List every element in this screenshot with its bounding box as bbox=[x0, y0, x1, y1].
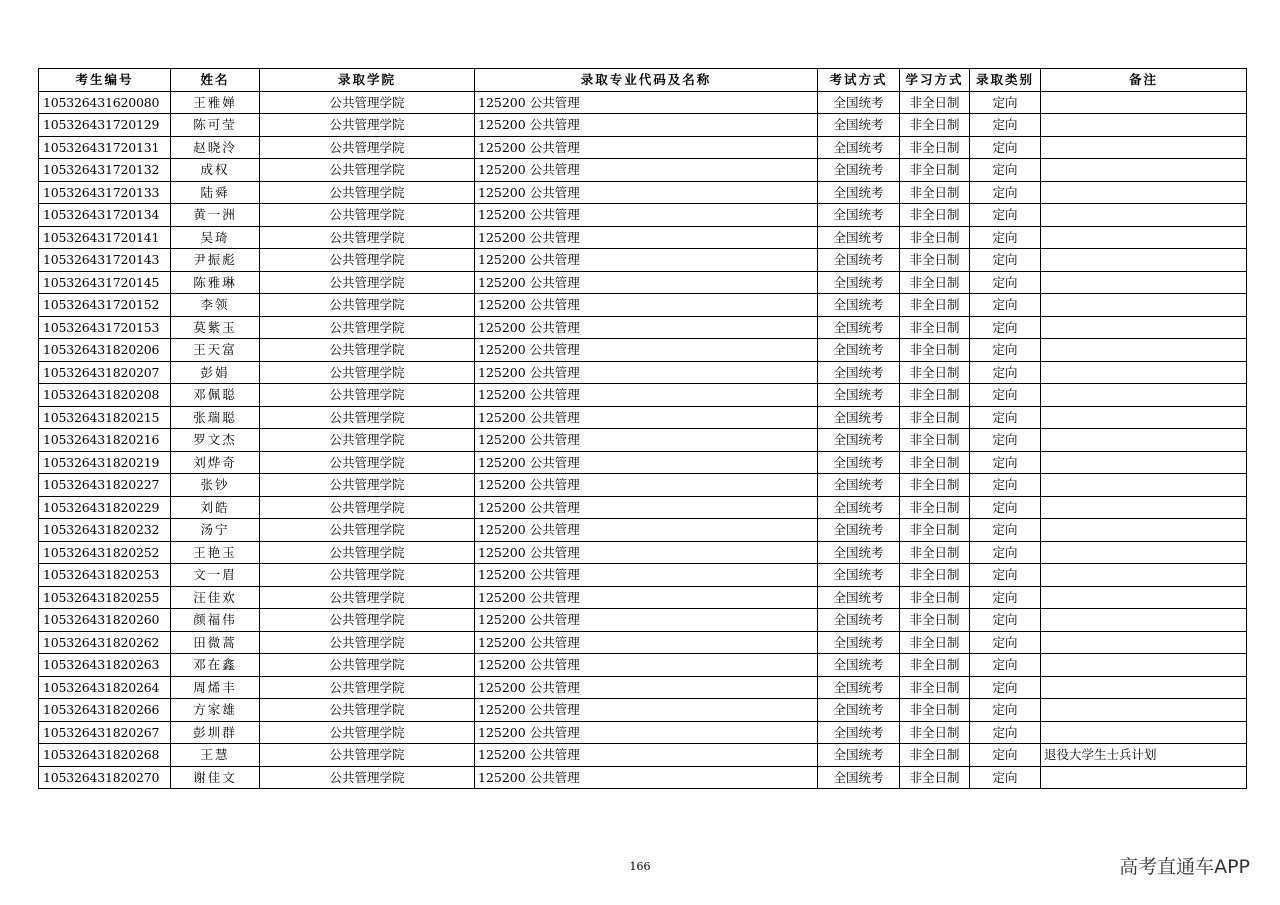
admission-type-cell: 定向 bbox=[970, 339, 1041, 362]
table-row bbox=[39, 91, 1247, 114]
college-cell: 公共管理学院 bbox=[260, 406, 475, 429]
name-cell: 莫紫玉 bbox=[171, 316, 260, 339]
table-row bbox=[39, 631, 1247, 654]
major-cell: 125200 公共管理 bbox=[475, 766, 818, 789]
table-row bbox=[39, 181, 1247, 204]
exam-method-cell: 全国统考 bbox=[818, 294, 900, 317]
table-row bbox=[39, 226, 1247, 249]
name-cell: 周烯丰 bbox=[171, 676, 260, 699]
admission-type-cell: 定向 bbox=[970, 204, 1041, 227]
header-study-mode: 学习方式 bbox=[900, 69, 970, 92]
admission-type-cell: 定向 bbox=[970, 136, 1041, 159]
table-row bbox=[39, 451, 1247, 474]
admission-type-cell: 定向 bbox=[970, 564, 1041, 587]
candidate-id-cell: 105326431720152 bbox=[39, 294, 171, 317]
study-mode-cell: 非全日制 bbox=[900, 564, 970, 587]
exam-method-cell: 全国统考 bbox=[818, 721, 900, 744]
exam-method-cell: 全国统考 bbox=[818, 181, 900, 204]
study-mode-cell: 非全日制 bbox=[900, 384, 970, 407]
remarks-cell bbox=[1041, 519, 1247, 542]
study-mode-cell: 非全日制 bbox=[900, 474, 970, 497]
study-mode-cell: 非全日制 bbox=[900, 249, 970, 272]
admission-type-cell: 定向 bbox=[970, 249, 1041, 272]
study-mode-cell: 非全日制 bbox=[900, 721, 970, 744]
remarks-cell bbox=[1041, 159, 1247, 182]
candidate-id-cell: 105326431820227 bbox=[39, 474, 171, 497]
admission-type-cell: 定向 bbox=[970, 609, 1041, 632]
name-cell: 赵晓泠 bbox=[171, 136, 260, 159]
exam-method-cell: 全国统考 bbox=[818, 451, 900, 474]
table-row bbox=[39, 406, 1247, 429]
major-cell: 125200 公共管理 bbox=[475, 294, 818, 317]
exam-method-cell: 全国统考 bbox=[818, 474, 900, 497]
candidate-id-cell: 105326431820262 bbox=[39, 631, 171, 654]
college-cell: 公共管理学院 bbox=[260, 586, 475, 609]
major-cell: 125200 公共管理 bbox=[475, 204, 818, 227]
candidate-id-cell: 105326431720129 bbox=[39, 114, 171, 137]
candidate-id-cell: 105326431720141 bbox=[39, 226, 171, 249]
candidate-id-cell: 105326431720153 bbox=[39, 316, 171, 339]
college-cell: 公共管理学院 bbox=[260, 721, 475, 744]
major-cell: 125200 公共管理 bbox=[475, 91, 818, 114]
name-cell: 王雅婵 bbox=[171, 91, 260, 114]
exam-method-cell: 全国统考 bbox=[818, 91, 900, 114]
admission-type-cell: 定向 bbox=[970, 474, 1041, 497]
admission-type-cell: 定向 bbox=[970, 586, 1041, 609]
table-row bbox=[39, 316, 1247, 339]
header-name: 姓名 bbox=[171, 69, 260, 92]
header-row bbox=[39, 69, 1247, 92]
study-mode-cell: 非全日制 bbox=[900, 114, 970, 137]
admission-type-cell: 定向 bbox=[970, 226, 1041, 249]
candidate-id-cell: 105326431820267 bbox=[39, 721, 171, 744]
remarks-cell bbox=[1041, 204, 1247, 227]
name-cell: 陈可莹 bbox=[171, 114, 260, 137]
college-cell: 公共管理学院 bbox=[260, 159, 475, 182]
remarks-cell bbox=[1041, 451, 1247, 474]
major-cell: 125200 公共管理 bbox=[475, 114, 818, 137]
table-row bbox=[39, 676, 1247, 699]
candidate-id-cell: 105326431820207 bbox=[39, 361, 171, 384]
name-cell: 方家雄 bbox=[171, 699, 260, 722]
name-cell: 邓在鑫 bbox=[171, 654, 260, 677]
remarks-cell bbox=[1041, 429, 1247, 452]
study-mode-cell: 非全日制 bbox=[900, 496, 970, 519]
major-cell: 125200 公共管理 bbox=[475, 699, 818, 722]
admission-type-cell: 定向 bbox=[970, 519, 1041, 542]
name-cell: 尹振彪 bbox=[171, 249, 260, 272]
study-mode-cell: 非全日制 bbox=[900, 91, 970, 114]
study-mode-cell: 非全日制 bbox=[900, 541, 970, 564]
exam-method-cell: 全国统考 bbox=[818, 339, 900, 362]
major-cell: 125200 公共管理 bbox=[475, 316, 818, 339]
exam-method-cell: 全国统考 bbox=[818, 766, 900, 789]
study-mode-cell: 非全日制 bbox=[900, 654, 970, 677]
table-row bbox=[39, 339, 1247, 362]
remarks-cell bbox=[1041, 294, 1247, 317]
major-cell: 125200 公共管理 bbox=[475, 429, 818, 452]
study-mode-cell: 非全日制 bbox=[900, 181, 970, 204]
exam-method-cell: 全国统考 bbox=[818, 226, 900, 249]
candidate-id-cell: 105326431820216 bbox=[39, 429, 171, 452]
table-row bbox=[39, 136, 1247, 159]
college-cell: 公共管理学院 bbox=[260, 519, 475, 542]
remarks-cell bbox=[1041, 114, 1247, 137]
remarks-cell bbox=[1041, 699, 1247, 722]
admission-type-cell: 定向 bbox=[970, 699, 1041, 722]
college-cell: 公共管理学院 bbox=[260, 339, 475, 362]
exam-method-cell: 全国统考 bbox=[818, 136, 900, 159]
study-mode-cell: 非全日制 bbox=[900, 631, 970, 654]
college-cell: 公共管理学院 bbox=[260, 181, 475, 204]
admission-type-cell: 定向 bbox=[970, 676, 1041, 699]
remarks-cell bbox=[1041, 721, 1247, 744]
name-cell: 刘烨奇 bbox=[171, 451, 260, 474]
candidate-id-cell: 105326431820255 bbox=[39, 586, 171, 609]
college-cell: 公共管理学院 bbox=[260, 316, 475, 339]
major-cell: 125200 公共管理 bbox=[475, 721, 818, 744]
exam-method-cell: 全国统考 bbox=[818, 564, 900, 587]
admission-type-cell: 定向 bbox=[970, 451, 1041, 474]
college-cell: 公共管理学院 bbox=[260, 676, 475, 699]
remarks-cell bbox=[1041, 271, 1247, 294]
exam-method-cell: 全国统考 bbox=[818, 361, 900, 384]
candidate-id-cell: 105326431820263 bbox=[39, 654, 171, 677]
remarks-cell bbox=[1041, 249, 1247, 272]
table-row bbox=[39, 384, 1247, 407]
admission-type-cell: 定向 bbox=[970, 766, 1041, 789]
major-cell: 125200 公共管理 bbox=[475, 496, 818, 519]
name-cell: 颜福伟 bbox=[171, 609, 260, 632]
table-row bbox=[39, 204, 1247, 227]
name-cell: 汪佳欢 bbox=[171, 586, 260, 609]
admission-type-cell: 定向 bbox=[970, 541, 1041, 564]
admission-table bbox=[38, 68, 1247, 789]
table-row bbox=[39, 496, 1247, 519]
name-cell: 汤宁 bbox=[171, 519, 260, 542]
admission-type-cell: 定向 bbox=[970, 721, 1041, 744]
study-mode-cell: 非全日制 bbox=[900, 271, 970, 294]
table-row bbox=[39, 474, 1247, 497]
remarks-cell bbox=[1041, 474, 1247, 497]
college-cell: 公共管理学院 bbox=[260, 271, 475, 294]
candidate-id-cell: 105326431720131 bbox=[39, 136, 171, 159]
table-row bbox=[39, 564, 1247, 587]
study-mode-cell: 非全日制 bbox=[900, 429, 970, 452]
exam-method-cell: 全国统考 bbox=[818, 271, 900, 294]
admission-type-cell: 定向 bbox=[970, 114, 1041, 137]
remarks-cell: 退役大学生士兵计划 bbox=[1041, 744, 1247, 767]
remarks-cell bbox=[1041, 609, 1247, 632]
candidate-id-cell: 105326431820219 bbox=[39, 451, 171, 474]
major-cell: 125200 公共管理 bbox=[475, 676, 818, 699]
remarks-cell bbox=[1041, 586, 1247, 609]
college-cell: 公共管理学院 bbox=[260, 226, 475, 249]
table-row bbox=[39, 294, 1247, 317]
exam-method-cell: 全国统考 bbox=[818, 631, 900, 654]
major-cell: 125200 公共管理 bbox=[475, 564, 818, 587]
remarks-cell bbox=[1041, 316, 1247, 339]
name-cell: 王天富 bbox=[171, 339, 260, 362]
college-cell: 公共管理学院 bbox=[260, 631, 475, 654]
major-cell: 125200 公共管理 bbox=[475, 541, 818, 564]
major-cell: 125200 公共管理 bbox=[475, 519, 818, 542]
name-cell: 罗文杰 bbox=[171, 429, 260, 452]
study-mode-cell: 非全日制 bbox=[900, 744, 970, 767]
exam-method-cell: 全国统考 bbox=[818, 519, 900, 542]
major-cell: 125200 公共管理 bbox=[475, 744, 818, 767]
exam-method-cell: 全国统考 bbox=[818, 114, 900, 137]
study-mode-cell: 非全日制 bbox=[900, 204, 970, 227]
study-mode-cell: 非全日制 bbox=[900, 316, 970, 339]
candidate-id-cell: 105326431720133 bbox=[39, 181, 171, 204]
remarks-cell bbox=[1041, 361, 1247, 384]
exam-method-cell: 全国统考 bbox=[818, 586, 900, 609]
admission-type-cell: 定向 bbox=[970, 91, 1041, 114]
remarks-cell bbox=[1041, 384, 1247, 407]
table-row bbox=[39, 586, 1247, 609]
study-mode-cell: 非全日制 bbox=[900, 339, 970, 362]
name-cell: 王慧 bbox=[171, 744, 260, 767]
admission-type-cell: 定向 bbox=[970, 181, 1041, 204]
remarks-cell bbox=[1041, 226, 1247, 249]
admission-type-cell: 定向 bbox=[970, 406, 1041, 429]
candidate-id-cell: 105326431820266 bbox=[39, 699, 171, 722]
major-cell: 125200 公共管理 bbox=[475, 249, 818, 272]
header-major: 录取专业代码及名称 bbox=[475, 69, 818, 92]
admission-type-cell: 定向 bbox=[970, 361, 1041, 384]
college-cell: 公共管理学院 bbox=[260, 361, 475, 384]
name-cell: 黄一洲 bbox=[171, 204, 260, 227]
study-mode-cell: 非全日制 bbox=[900, 159, 970, 182]
study-mode-cell: 非全日制 bbox=[900, 406, 970, 429]
admission-type-cell: 定向 bbox=[970, 294, 1041, 317]
candidate-id-cell: 105326431820270 bbox=[39, 766, 171, 789]
candidate-id-cell: 105326431820229 bbox=[39, 496, 171, 519]
major-cell: 125200 公共管理 bbox=[475, 586, 818, 609]
college-cell: 公共管理学院 bbox=[260, 564, 475, 587]
candidate-id-cell: 105326431820206 bbox=[39, 339, 171, 362]
name-cell: 李领 bbox=[171, 294, 260, 317]
study-mode-cell: 非全日制 bbox=[900, 676, 970, 699]
admission-type-cell: 定向 bbox=[970, 744, 1041, 767]
candidate-id-cell: 105326431720143 bbox=[39, 249, 171, 272]
study-mode-cell: 非全日制 bbox=[900, 361, 970, 384]
name-cell: 文一眉 bbox=[171, 564, 260, 587]
exam-method-cell: 全国统考 bbox=[818, 316, 900, 339]
exam-method-cell: 全国统考 bbox=[818, 654, 900, 677]
candidate-id-cell: 105326431720134 bbox=[39, 204, 171, 227]
header-candidate-id: 考生编号 bbox=[39, 69, 171, 92]
study-mode-cell: 非全日制 bbox=[900, 586, 970, 609]
candidate-id-cell: 105326431820252 bbox=[39, 541, 171, 564]
study-mode-cell: 非全日制 bbox=[900, 294, 970, 317]
remarks-cell bbox=[1041, 496, 1247, 519]
major-cell: 125200 公共管理 bbox=[475, 609, 818, 632]
remarks-cell bbox=[1041, 181, 1247, 204]
exam-method-cell: 全国统考 bbox=[818, 676, 900, 699]
exam-method-cell: 全国统考 bbox=[818, 609, 900, 632]
exam-method-cell: 全国统考 bbox=[818, 406, 900, 429]
exam-method-cell: 全国统考 bbox=[818, 744, 900, 767]
name-cell: 张钞 bbox=[171, 474, 260, 497]
remarks-cell bbox=[1041, 654, 1247, 677]
table-row bbox=[39, 654, 1247, 677]
major-cell: 125200 公共管理 bbox=[475, 339, 818, 362]
major-cell: 125200 公共管理 bbox=[475, 136, 818, 159]
table-row bbox=[39, 249, 1247, 272]
candidate-id-cell: 105326431820215 bbox=[39, 406, 171, 429]
admission-type-cell: 定向 bbox=[970, 384, 1041, 407]
candidate-id-cell: 105326431620080 bbox=[39, 91, 171, 114]
college-cell: 公共管理学院 bbox=[260, 294, 475, 317]
name-cell: 邓佩聪 bbox=[171, 384, 260, 407]
name-cell: 陆舜 bbox=[171, 181, 260, 204]
college-cell: 公共管理学院 bbox=[260, 91, 475, 114]
candidate-id-cell: 105326431820268 bbox=[39, 744, 171, 767]
remarks-cell bbox=[1041, 136, 1247, 159]
college-cell: 公共管理学院 bbox=[260, 744, 475, 767]
college-cell: 公共管理学院 bbox=[260, 699, 475, 722]
exam-method-cell: 全国统考 bbox=[818, 249, 900, 272]
table-row bbox=[39, 766, 1247, 789]
major-cell: 125200 公共管理 bbox=[475, 271, 818, 294]
name-cell: 成权 bbox=[171, 159, 260, 182]
header-admission-type: 录取类别 bbox=[970, 69, 1041, 92]
major-cell: 125200 公共管理 bbox=[475, 226, 818, 249]
name-cell: 陈雅琳 bbox=[171, 271, 260, 294]
name-cell: 刘皓 bbox=[171, 496, 260, 519]
major-cell: 125200 公共管理 bbox=[475, 384, 818, 407]
college-cell: 公共管理学院 bbox=[260, 429, 475, 452]
remarks-cell bbox=[1041, 766, 1247, 789]
admission-type-cell: 定向 bbox=[970, 631, 1041, 654]
college-cell: 公共管理学院 bbox=[260, 136, 475, 159]
candidate-id-cell: 105326431820253 bbox=[39, 564, 171, 587]
candidate-id-cell: 105326431820232 bbox=[39, 519, 171, 542]
major-cell: 125200 公共管理 bbox=[475, 474, 818, 497]
name-cell: 田微蒿 bbox=[171, 631, 260, 654]
remarks-cell bbox=[1041, 339, 1247, 362]
exam-method-cell: 全国统考 bbox=[818, 384, 900, 407]
name-cell: 彭娟 bbox=[171, 361, 260, 384]
candidate-id-cell: 105326431720145 bbox=[39, 271, 171, 294]
name-cell: 王艳玉 bbox=[171, 541, 260, 564]
remarks-cell bbox=[1041, 406, 1247, 429]
table-row bbox=[39, 519, 1247, 542]
college-cell: 公共管理学院 bbox=[260, 654, 475, 677]
header-college: 录取学院 bbox=[260, 69, 475, 92]
college-cell: 公共管理学院 bbox=[260, 766, 475, 789]
study-mode-cell: 非全日制 bbox=[900, 226, 970, 249]
exam-method-cell: 全国统考 bbox=[818, 159, 900, 182]
study-mode-cell: 非全日制 bbox=[900, 766, 970, 789]
remarks-cell bbox=[1041, 676, 1247, 699]
name-cell: 谢佳文 bbox=[171, 766, 260, 789]
college-cell: 公共管理学院 bbox=[260, 496, 475, 519]
candidate-id-cell: 105326431720132 bbox=[39, 159, 171, 182]
name-cell: 彭圳群 bbox=[171, 721, 260, 744]
table-row bbox=[39, 361, 1247, 384]
admission-type-cell: 定向 bbox=[970, 316, 1041, 339]
major-cell: 125200 公共管理 bbox=[475, 654, 818, 677]
candidate-id-cell: 105326431820264 bbox=[39, 676, 171, 699]
admission-type-cell: 定向 bbox=[970, 654, 1041, 677]
watermark: 高考直通车APP bbox=[1119, 856, 1250, 878]
college-cell: 公共管理学院 bbox=[260, 541, 475, 564]
remarks-cell bbox=[1041, 541, 1247, 564]
admission-type-cell: 定向 bbox=[970, 271, 1041, 294]
remarks-cell bbox=[1041, 91, 1247, 114]
table-row bbox=[39, 609, 1247, 632]
major-cell: 125200 公共管理 bbox=[475, 361, 818, 384]
admission-type-cell: 定向 bbox=[970, 496, 1041, 519]
admission-type-cell: 定向 bbox=[970, 159, 1041, 182]
major-cell: 125200 公共管理 bbox=[475, 451, 818, 474]
college-cell: 公共管理学院 bbox=[260, 384, 475, 407]
table-row bbox=[39, 114, 1247, 137]
candidate-id-cell: 105326431820260 bbox=[39, 609, 171, 632]
page-number: 166 bbox=[629, 860, 651, 873]
study-mode-cell: 非全日制 bbox=[900, 699, 970, 722]
table-row bbox=[39, 159, 1247, 182]
college-cell: 公共管理学院 bbox=[260, 609, 475, 632]
exam-method-cell: 全国统考 bbox=[818, 496, 900, 519]
major-cell: 125200 公共管理 bbox=[475, 406, 818, 429]
candidate-id-cell: 105326431820208 bbox=[39, 384, 171, 407]
exam-method-cell: 全国统考 bbox=[818, 429, 900, 452]
name-cell: 张瑞聪 bbox=[171, 406, 260, 429]
college-cell: 公共管理学院 bbox=[260, 114, 475, 137]
college-cell: 公共管理学院 bbox=[260, 249, 475, 272]
college-cell: 公共管理学院 bbox=[260, 204, 475, 227]
study-mode-cell: 非全日制 bbox=[900, 136, 970, 159]
table-row bbox=[39, 271, 1247, 294]
exam-method-cell: 全国统考 bbox=[818, 204, 900, 227]
major-cell: 125200 公共管理 bbox=[475, 159, 818, 182]
remarks-cell bbox=[1041, 631, 1247, 654]
major-cell: 125200 公共管理 bbox=[475, 181, 818, 204]
table-row bbox=[39, 744, 1247, 767]
exam-method-cell: 全国统考 bbox=[818, 699, 900, 722]
table-row bbox=[39, 721, 1247, 744]
exam-method-cell: 全国统考 bbox=[818, 541, 900, 564]
table-row bbox=[39, 541, 1247, 564]
table-row bbox=[39, 699, 1247, 722]
study-mode-cell: 非全日制 bbox=[900, 609, 970, 632]
admission-type-cell: 定向 bbox=[970, 429, 1041, 452]
name-cell: 吴琦 bbox=[171, 226, 260, 249]
major-cell: 125200 公共管理 bbox=[475, 631, 818, 654]
study-mode-cell: 非全日制 bbox=[900, 451, 970, 474]
college-cell: 公共管理学院 bbox=[260, 451, 475, 474]
table-row bbox=[39, 429, 1247, 452]
study-mode-cell: 非全日制 bbox=[900, 519, 970, 542]
college-cell: 公共管理学院 bbox=[260, 474, 475, 497]
header-remarks: 备注 bbox=[1041, 69, 1247, 92]
header-exam-method: 考试方式 bbox=[818, 69, 900, 92]
remarks-cell bbox=[1041, 564, 1247, 587]
